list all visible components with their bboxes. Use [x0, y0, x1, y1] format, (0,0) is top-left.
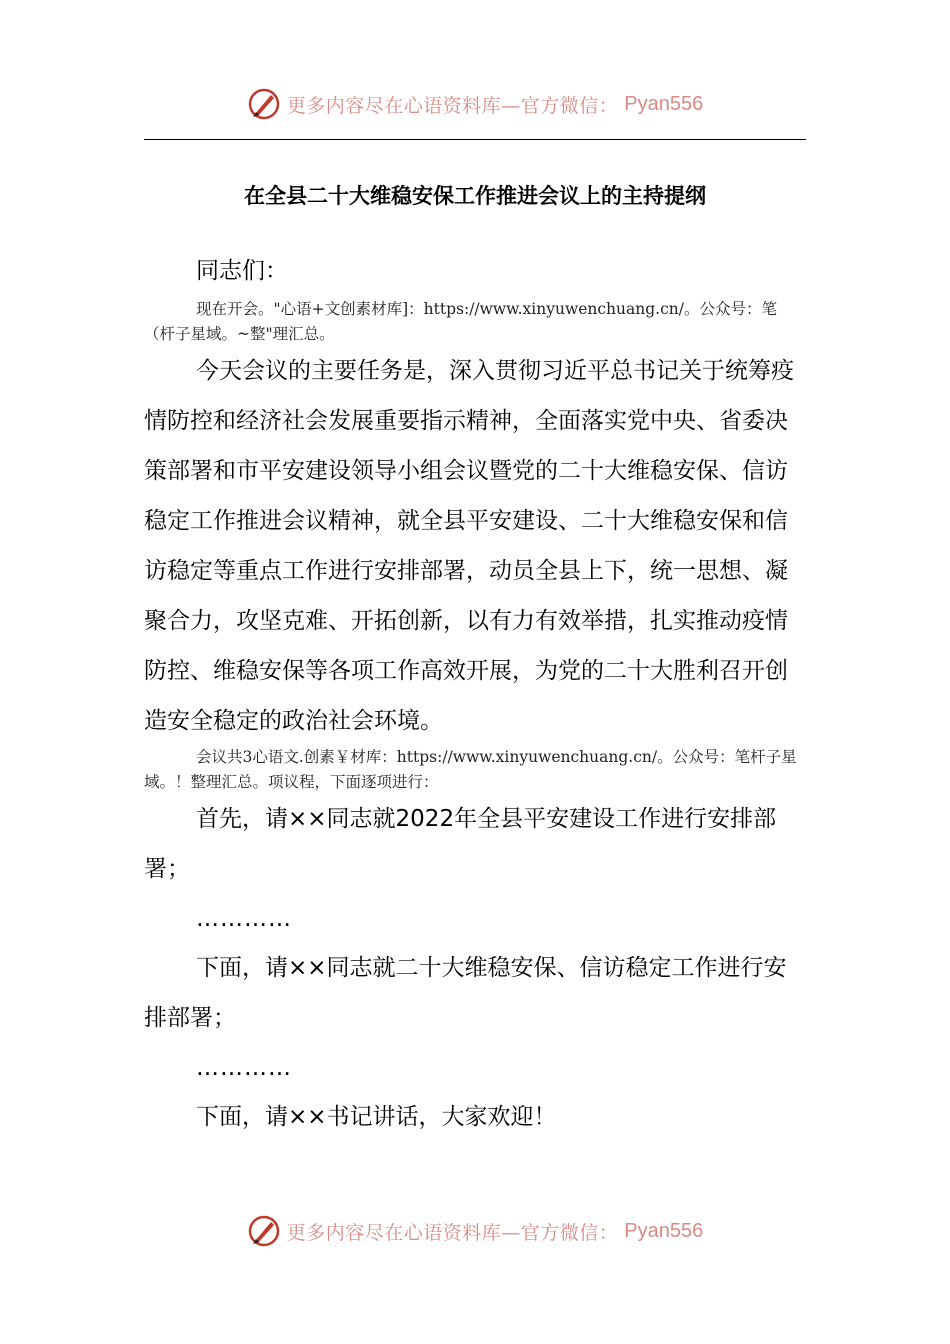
wechat-id: Pyan556	[624, 92, 704, 115]
pen-circle-icon	[247, 1214, 281, 1248]
ellipsis-2: …………	[196, 1055, 292, 1081]
header-banner	[0, 84, 950, 124]
agenda-item-3: 下面，请××书记讲话，大家欢迎！	[196, 1104, 557, 1130]
footer-wechat-id: Pyan556	[624, 1219, 704, 1242]
pen-circle-icon	[247, 87, 281, 121]
ellipsis-1: …………	[196, 906, 292, 932]
body-paragraph: 今天会议的主要任务是，深入贯彻习近平总书记关于统筹疫情防控和经济社会发展重要指示精神，全面落实党中央、省委决策部署和市平安建设领导小组会议暨党的二十大维稳安保、信访稳定工作推进会议精神，就全县平安建设、二十大维稳安保和信访稳定等重点工作进行安排部署，动员全县上下，统一思想、凝聚合力，攻坚克难、开拓创新，以有力有效举措，扎实推动疫情防控、维稳安保等各项工作高效开展，为党的二十大胜利召开创造安全稳定的政治社会环境。	[144, 358, 794, 734]
watermark-note-2: 会议共3心语文.创素￥材库：https://www.xinyuwenchuang.cn/。公众号：笔杆子星域。！整理汇总。项议程，下面逐项进行：	[144, 748, 797, 791]
salutation: 同志们：	[196, 258, 288, 284]
agenda-item-1: 首先，请××同志就2022年全县平安建设工作进行安排部署；	[144, 806, 777, 882]
header-divider	[144, 139, 806, 140]
watermark-note-1: 现在开会。"心语+文创素材库]：https://www.xinyuwenchuang.cn/。公众号：笔（杆子星域。~整"理汇总。	[144, 300, 777, 343]
footer-banner-text: 更多内容尽在心语资料库—官方微信：	[286, 1221, 619, 1244]
banner-text: 更多内容尽在心语资料库—官方微信：	[286, 94, 619, 117]
agenda-item-2: 下面，请××同志就二十大维稳安保、信访稳定工作进行安排部署；	[144, 955, 787, 1031]
page-title: 在全县二十大维稳安保工作推进会议上的主持提纲	[244, 184, 706, 208]
footer-banner	[0, 1211, 950, 1251]
